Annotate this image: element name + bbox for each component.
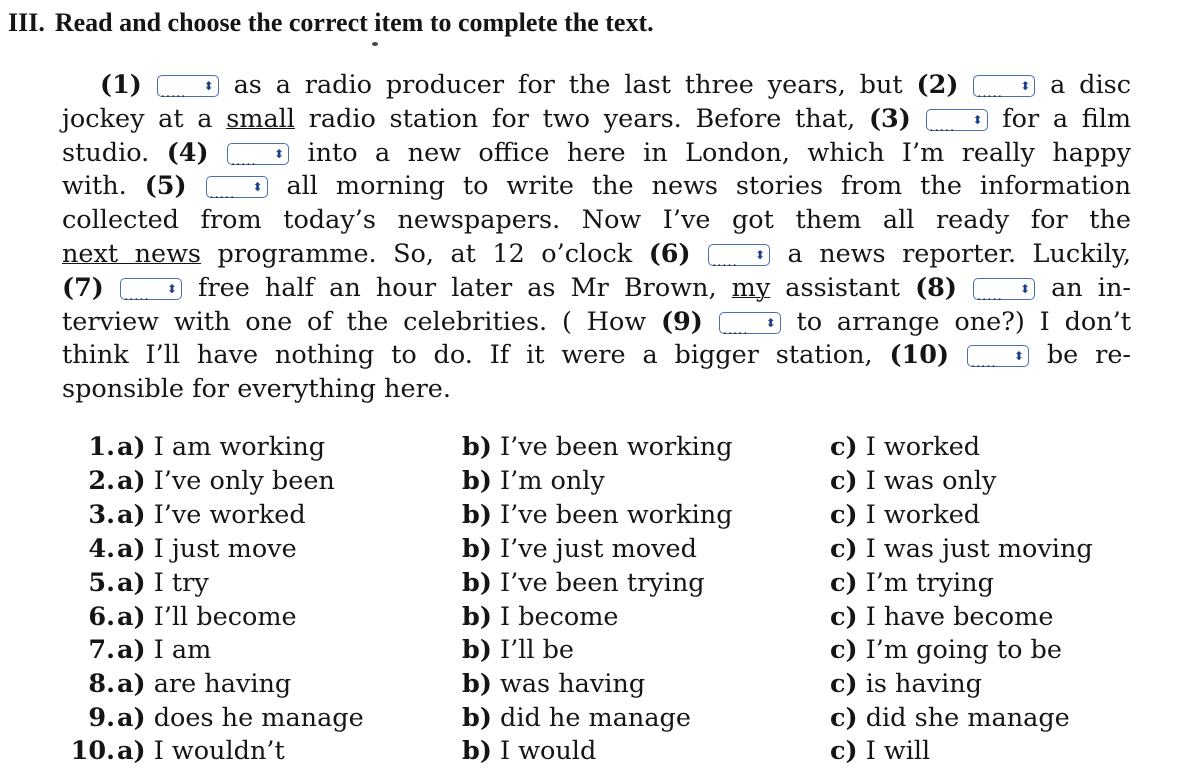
option-text: I will (865, 736, 931, 766)
option-row (0, 701, 1197, 735)
option-row (0, 633, 1197, 667)
option-c (830, 633, 1062, 667)
option-b (462, 566, 705, 600)
option-c (830, 430, 980, 464)
option-text: I’ll become (153, 602, 297, 632)
option-number: 10. (70, 736, 115, 766)
blank-1-dropdown[interactable] (157, 75, 219, 101)
option-text: I’ve worked (153, 500, 306, 530)
option-text: was having (500, 669, 646, 699)
option-letter: b) (462, 534, 492, 564)
option-text: I was just moving (865, 534, 1093, 564)
passage-line-9 (62, 338, 1131, 372)
underlined-word: next news (62, 239, 202, 269)
option-a (117, 532, 297, 566)
passage-text: free half an hour later as Mr Brown, (198, 273, 717, 303)
blank-number-9: (9) (660, 307, 703, 337)
blank-9-dropdown[interactable] (719, 312, 781, 338)
exercise-number: III. (8, 8, 45, 37)
option-letter: c) (830, 635, 858, 665)
option-number: 8. (88, 669, 115, 699)
option-text: does he manage (153, 703, 364, 733)
blank-dots: ..... (231, 154, 257, 169)
passage-text: a news reporter. Luckily, (787, 239, 1132, 269)
option-letter: a) (117, 703, 146, 733)
option-text: I’m going to be (865, 635, 1062, 665)
option-row (0, 734, 1197, 768)
select-arrow-icon: ⬍ (203, 79, 214, 93)
blank-number-10: (10) (889, 340, 950, 370)
option-letter: b) (462, 635, 492, 665)
option-text: are having (153, 669, 292, 699)
passage-line-2 (62, 102, 1131, 136)
blank-dots: ..... (209, 187, 236, 202)
blank-10-dropdown[interactable] (967, 345, 1029, 371)
option-text: I try (153, 568, 209, 598)
blank-number-8: (8) (915, 273, 957, 303)
blank-5-dropdown[interactable] (206, 176, 268, 202)
option-text: I’ve only been (153, 466, 335, 496)
blank-7-dropdown[interactable] (120, 278, 182, 304)
select-arrow-icon: ⬍ (1020, 79, 1031, 93)
option-b (462, 633, 574, 667)
option-letter: a) (117, 466, 146, 496)
option-letter: a) (117, 534, 146, 564)
option-number: 4. (88, 534, 115, 564)
exercise-instruction: Read and choose the correct item to complete the text. (54, 8, 654, 37)
blank-4-dropdown[interactable] (227, 143, 289, 169)
passage-text: an in- (1051, 273, 1131, 303)
passage-line-1 (100, 68, 1131, 102)
passage-text: all morning to write the news stories from the information (286, 171, 1131, 201)
option-b (462, 430, 733, 464)
option-text: I just move (153, 534, 297, 564)
blank-dots: ..... (722, 323, 749, 338)
option-text: I’ve been trying (500, 568, 705, 598)
option-row (0, 566, 1197, 600)
option-b (462, 498, 733, 532)
option-a (117, 701, 364, 735)
option-text: I am working (153, 432, 326, 462)
option-text: I have become (865, 602, 1054, 632)
option-number: 1. (88, 432, 115, 462)
blank-number-7: (7) (62, 273, 104, 303)
option-letter: c) (830, 534, 858, 564)
option-text: I’ve just moved (500, 534, 697, 564)
option-letter: c) (830, 500, 858, 530)
passage-line-10 (62, 372, 1131, 406)
option-c (830, 566, 994, 600)
option-text: did he manage (500, 703, 691, 733)
option-letter: a) (117, 736, 146, 766)
blank-2-dropdown[interactable] (973, 75, 1035, 101)
option-letter: a) (117, 669, 146, 699)
option-letter: c) (830, 432, 858, 462)
option-letter: c) (830, 736, 858, 766)
option-a (117, 633, 211, 667)
select-arrow-icon: ⬍ (1019, 282, 1031, 296)
blank-dots: ..... (977, 289, 1003, 304)
blank-number-4: (4) (166, 138, 209, 168)
passage-text: to arrange one?) I don’t (796, 307, 1132, 337)
option-row (0, 667, 1197, 701)
option-b (462, 701, 691, 735)
option-letter: c) (830, 568, 858, 598)
underlined-word: my (731, 273, 771, 303)
option-text: I was only (865, 466, 997, 496)
option-a (117, 734, 285, 768)
option-row (0, 600, 1197, 634)
option-a (117, 430, 325, 464)
option-text: I am (153, 635, 212, 665)
select-arrow-icon: ⬍ (273, 147, 284, 161)
option-letter: b) (462, 736, 492, 766)
option-row (0, 430, 1197, 464)
passage-text: for a film (1002, 104, 1132, 134)
blank-dots: ..... (977, 86, 1003, 101)
option-text: I’ll be (500, 635, 575, 665)
select-arrow-icon: ⬍ (1013, 349, 1024, 363)
passage-text: radio station for two years. Before that, (308, 104, 856, 134)
option-a (117, 667, 291, 701)
option-letter: c) (830, 703, 858, 733)
blank-dots: ..... (970, 356, 997, 371)
option-text: I become (500, 602, 619, 632)
blank-number-6: (6) (648, 239, 691, 269)
option-c (830, 701, 1070, 735)
option-b (462, 464, 605, 498)
option-letter: a) (117, 602, 146, 632)
blank-number-2: (2) (916, 70, 959, 100)
blank-dots: ..... (712, 255, 738, 270)
option-c (830, 667, 982, 701)
option-text: I’ve been working (500, 500, 733, 530)
passage-text: sponsible for everything here. (62, 374, 451, 404)
passage-text: studio. (62, 138, 150, 168)
passage-text: be re- (1046, 340, 1132, 370)
passage-line-7 (62, 271, 1131, 305)
option-letter: b) (462, 568, 492, 598)
option-b (462, 600, 619, 634)
blank-dots: ..... (160, 86, 187, 101)
option-b (462, 667, 645, 701)
blank-3-dropdown[interactable] (926, 109, 988, 135)
option-b (462, 734, 596, 768)
stray-mark (372, 42, 378, 46)
select-arrow-icon: ⬍ (755, 248, 766, 262)
passage-text: programme. So, at 12 o’clock (217, 239, 633, 269)
option-letter: b) (462, 466, 492, 496)
option-number: 6. (88, 602, 115, 632)
option-text: I wouldn’t (153, 736, 285, 766)
option-c (830, 532, 1093, 566)
option-b (462, 532, 697, 566)
option-letter: a) (117, 432, 146, 462)
blank-number-1: (1) (100, 70, 142, 100)
option-a (117, 566, 209, 600)
passage-text: a disc (1050, 70, 1132, 100)
passage-line-5 (62, 203, 1131, 237)
option-letter: b) (462, 669, 492, 699)
select-arrow-icon: ⬍ (765, 316, 776, 330)
option-a (117, 600, 297, 634)
passage-text: with. (62, 171, 127, 201)
option-letter: c) (830, 466, 858, 496)
option-number: 5. (88, 568, 115, 598)
select-arrow-icon: ⬍ (166, 282, 177, 296)
option-text: did she manage (865, 703, 1070, 733)
blank-number-3: (3) (868, 104, 911, 134)
passage-text: assistant (785, 273, 901, 303)
blank-6-dropdown[interactable] (708, 244, 770, 270)
option-c (830, 498, 980, 532)
option-c (830, 734, 930, 768)
option-number: 9. (88, 703, 115, 733)
option-row (0, 498, 1197, 532)
option-letter: b) (462, 432, 492, 462)
option-c (830, 464, 996, 498)
passage-text: jockey at a (62, 104, 213, 134)
passage-text: think I’ll have nothing to do. If it were a bigger station, (62, 340, 873, 370)
blank-dots: ..... (929, 120, 956, 135)
blank-number-5: (5) (144, 171, 187, 201)
select-arrow-icon: ⬍ (972, 113, 983, 127)
option-row (0, 464, 1197, 498)
option-text: I worked (865, 432, 981, 462)
option-text: I’ve been working (500, 432, 733, 462)
option-number: 7. (88, 635, 115, 665)
passage-text: terview with one of the celebrities. ( How (62, 307, 647, 337)
option-letter: c) (830, 669, 858, 699)
exercise-heading (8, 8, 654, 38)
passage-line-4 (62, 169, 1131, 203)
passage-line-3 (62, 136, 1131, 170)
option-letter: b) (462, 500, 492, 530)
option-letter: b) (462, 602, 492, 632)
passage-line-6 (62, 237, 1131, 271)
option-number: 3. (88, 500, 115, 530)
option-letter: a) (117, 500, 146, 530)
blank-8-dropdown[interactable] (973, 278, 1035, 304)
option-a (117, 464, 335, 498)
option-row (0, 532, 1197, 566)
option-text: I’m trying (865, 568, 994, 598)
option-text: is having (865, 669, 982, 699)
option-letter: c) (830, 602, 858, 632)
option-letter: a) (117, 568, 146, 598)
passage-text: as a radio producer for the last three years, but (233, 70, 903, 100)
option-text: I’m only (500, 466, 605, 496)
blank-dots: ..... (123, 289, 150, 304)
underlined-word: small (226, 104, 295, 134)
option-text: I would (500, 736, 597, 766)
passage-line-8 (62, 305, 1131, 339)
option-number: 2. (88, 466, 115, 496)
passage-text: collected from today’s newspapers. Now I’ve got them all ready for the (62, 205, 1131, 235)
passage-text: into a new office here in London, which I’m really happy (307, 138, 1132, 168)
option-c (830, 600, 1053, 634)
option-letter: b) (462, 703, 492, 733)
select-arrow-icon: ⬍ (252, 180, 263, 194)
option-a (117, 498, 306, 532)
option-letter: a) (117, 635, 146, 665)
option-text: I worked (865, 500, 981, 530)
